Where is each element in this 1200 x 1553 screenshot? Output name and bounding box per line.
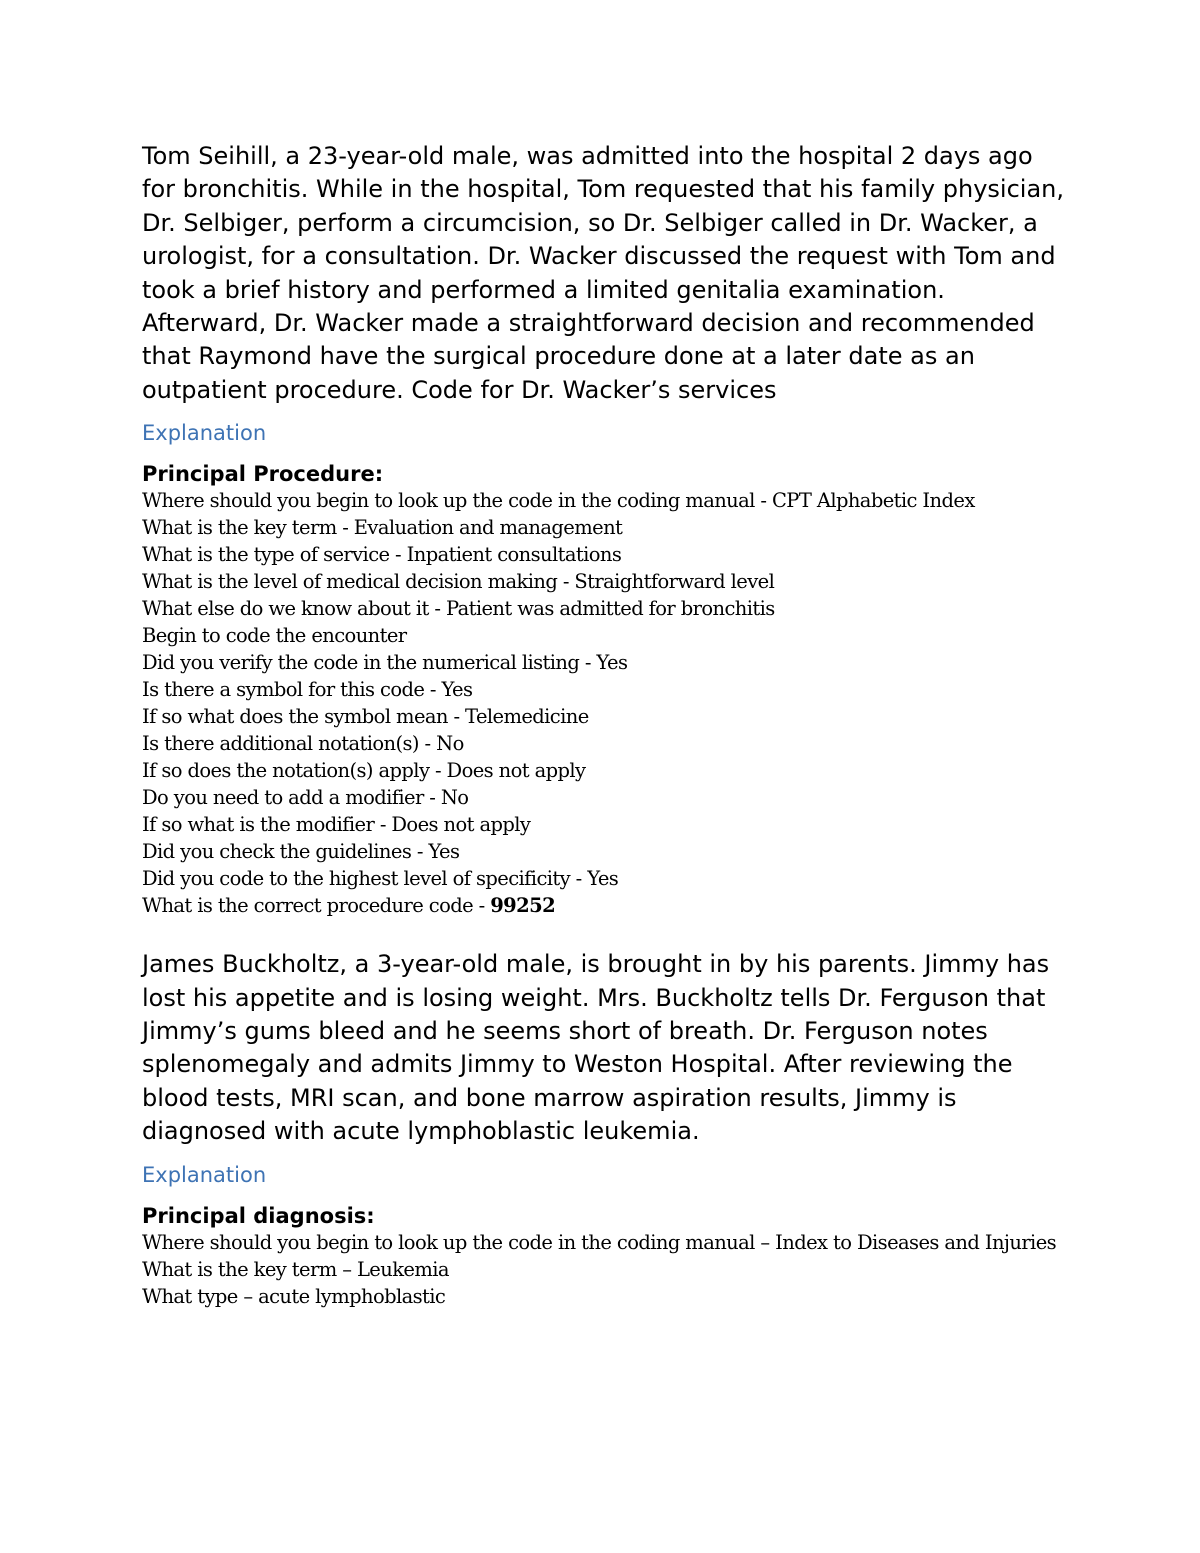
case-1-question-line: If so what does the symbol mean - Telemedicine	[142, 705, 589, 729]
case-1-question-list	[142, 487, 1072, 919]
case-1-question-line: Begin to code the encounter	[142, 624, 407, 648]
case-2-scenario: James Buckholtz, a 3-year-old male, is brought in by his parents. Jimmy has lost his appetite and is losing weight. Mrs. Buckholtz tells Dr. Ferguson that Jimmy’s gums bleed and he seems short of breath. Dr. Ferguson notes splenomegaly and admits Jimmy to Weston Hospital. After reviewing the blood tests, MRI scan, and bone marrow aspiration results, Jimmy is diagnosed with acute lymphoblastic leukemia.	[142, 950, 1050, 1146]
case-1-question-line: What is the key term - Evaluation and management	[142, 516, 623, 540]
case-1-question-line: What is the level of medical decision making - Straightforward level	[142, 570, 775, 594]
case-2-explanation-heading: Explanation	[142, 1162, 267, 1187]
case-2-question-line: What is the key term – Leukemia	[142, 1257, 449, 1281]
case-1-question-line: What is the type of service - Inpatient consultations	[142, 543, 622, 567]
case-1-final-question: What is the correct procedure code -	[142, 894, 491, 918]
case-1-question-line: Did you code to the highest level of specificity - Yes	[142, 867, 619, 891]
case-1-question-line: If so what is the modifier - Does not apply	[142, 813, 531, 837]
case-1-question-line: Is there additional notation(s) - No	[142, 732, 464, 756]
case-1-question-line: Did you verify the code in the numerical listing - Yes	[142, 651, 628, 675]
case-1-principal-procedure-heading: Principal Procedure:	[142, 462, 384, 487]
case-1-final-question-line	[142, 892, 1072, 919]
case-1-question-line: Did you check the guidelines - Yes	[142, 840, 460, 864]
case-1-question-line: Do you need to add a modifier - No	[142, 786, 469, 810]
case-1-explanation-heading: Explanation	[142, 421, 267, 446]
case-1-question-line: Is there a symbol for this code - Yes	[142, 678, 473, 702]
case-1-question-line: What else do we know about it - Patient was admitted for bronchitis	[142, 597, 775, 621]
case-2-question-line: What type – acute lymphoblastic	[142, 1284, 446, 1308]
case-1-question-line: If so does the notation(s) apply - Does not apply	[142, 759, 586, 783]
document-page	[142, 140, 1072, 1310]
case-1-scenario: Tom Seihill, a 23-year-old male, was admitted into the hospital 2 days ago for bronchitis. While in the hospital, Tom requested that his family physician, Dr. Selbiger, perform a circumcision, so Dr. Selbiger called in Dr. Wacker, a urologist, for a consultation. Dr. Wacker discussed the request with Tom and took a brief history and performed a limited genitalia examination. Afterward, Dr. Wacker made a straightforward decision and recommended that Raymond have the surgical procedure done at a later date as an outpatient procedure. Code for Dr. Wacker’s services	[142, 142, 1064, 404]
case-2-question-line: Where should you begin to look up the code in the coding manual – Index to Diseases and Injuries	[142, 1230, 1057, 1254]
case-2-principal-diagnosis-heading: Principal diagnosis:	[142, 1203, 375, 1228]
case-1-procedure-code: 99252	[490, 894, 556, 918]
case-2-question-list	[142, 1229, 1072, 1310]
case-1-question-line: Where should you begin to look up the code in the coding manual - CPT Alphabetic Index	[142, 489, 975, 513]
